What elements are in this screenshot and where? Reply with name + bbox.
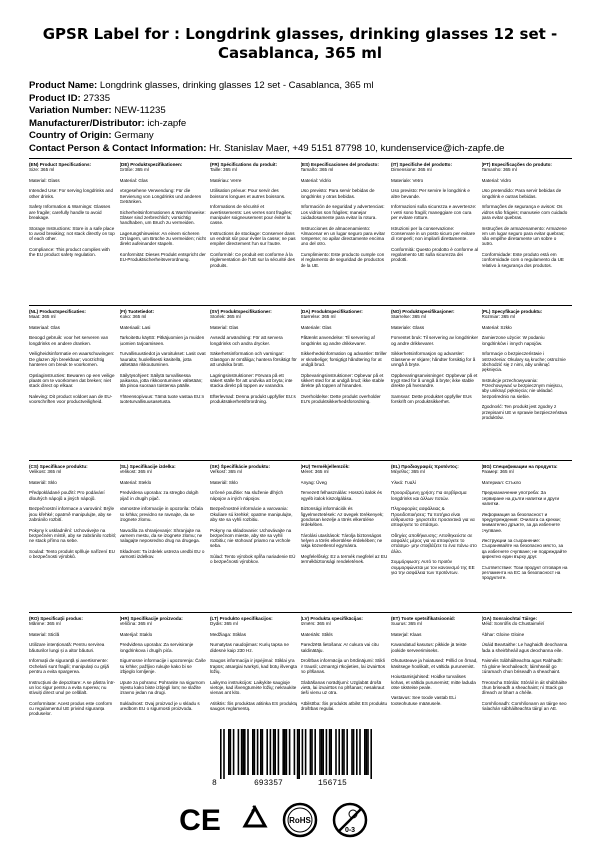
spec-line: Pokyny na skladovanie: Uchovávajte na bezpečnom mieste, aby ste sa vyhli rozbitiu; nie stohovať priamo na vrchole seba.: [210, 527, 292, 549]
spec-line: Instrucciones de almacenamiento: Almacenar en un lugar seguro para evitar romperse; no apilar directamente encima uno del otro.: [300, 225, 386, 247]
barcode-bar: [228, 729, 230, 775]
spec-heading: (RO) Specificații produs:: [29, 616, 83, 621]
spec-line: Efterlevnad: Denna produkt uppfyller EU:s produktsäkerhetsförordning.: [210, 393, 296, 405]
spec-line: Kavandatud kasutus: pikkide jä teiste jookide serveerimiseks.: [391, 642, 467, 653]
spec-line: Intended Use: For serving longdrinks and other drinks.: [29, 188, 114, 199]
spec-block: [120, 464, 211, 581]
spec-line: Safety Information & Warnings: Glasses are fragile; carefully handle to avoid breakage.: [29, 204, 111, 220]
barcode-bar: [257, 729, 259, 775]
barcode-bar: [242, 729, 244, 775]
spec-heading: (NL) Productspecificaties:: [29, 309, 86, 314]
barcode-bars: [220, 729, 372, 779]
spec-line: Tamaño: 365 ml: [300, 167, 334, 173]
spec-line: Drošības informācija un brīdinājumi: Stikli ir trausli; uzmanīgi rīkojieties, lai izvairītos no plīšanas.: [300, 658, 385, 674]
spec-line: Anyag: Üveg: [300, 479, 327, 485]
barcode-bar: [302, 729, 304, 775]
spec-block: [210, 309, 301, 420]
spec-line: Instruções de armazenamento: Armazene em um lugar seguro para evitar quebras; não empilhe diretamente um sobre o outro.: [481, 225, 567, 247]
spec-line: Skladnost: Ta izdelek ustreza uredbi EU o varnosti izdelkov.: [119, 548, 205, 560]
barcode-bar: [282, 729, 284, 775]
spec-line: Predviđena uporaba: Za servisiranje longdrinkova i drugih pića.: [119, 642, 194, 653]
spec-heading: (HU) Termékjellemzők:: [300, 464, 350, 469]
recycle-icon: [245, 806, 265, 826]
barcode-bar: [289, 729, 291, 775]
spec-line: Dimensione: 365 ml: [391, 167, 432, 173]
spec-line: Navodila za shranjevanje: Shranjujte na varnem mestu, da se izognete zlomu; ne nalagajte neposredno drug na drugega.: [119, 527, 203, 544]
spec-block: [120, 162, 211, 268]
spec-line: Größe: 365 ml: [119, 167, 149, 173]
spec-line: Размер: 365 ml: [481, 469, 514, 475]
spec-row-4: [29, 616, 572, 717]
barcode-bar: [356, 729, 358, 775]
spec-line: Material: Steklo: [119, 479, 152, 485]
spec-line: Materiał: Szkło: [481, 324, 512, 330]
spec-heading: (BG) Спецификации на продукта:: [481, 464, 558, 469]
barcode-bar: [244, 729, 246, 775]
info-product-id: Product ID: 27335: [29, 92, 111, 104]
barcode-bar: [254, 729, 256, 775]
spec-line: Určené použitie: Na služenie dlhých nápojov a iných nápojov.: [210, 490, 284, 501]
spec-line: Πληροφορίες ασφάλειας & Προειδοποιήσεις: Τα ποτήρια είναι εύθραυστα· χειριστείτε προσεκτικά για να αποφύγετε το σπάσιμο.: [391, 506, 475, 528]
spec-line: Instrukcje przechowywania: Przechowywać w bezpiecznym miejscu, aby uniknąć pęknięcia; nie układać bezpośrednio na siebie.: [481, 377, 563, 399]
spec-heading: (DE) Produktspezifikationen:: [119, 162, 183, 167]
spec-block: [120, 616, 211, 717]
spec-line: Atbilstība: Šis produkts atbilst ES produktu drošības regulai.: [300, 700, 388, 712]
barcode-bar: [297, 729, 299, 779]
spec-line: Säkerhetsinformation och varningar: Glasögon är ömtåliga; hantera försiktigt för att undvika brott.: [210, 351, 297, 367]
spec-line: Materiál: Sklo: [210, 479, 238, 485]
spec-heading: (DA) Produktspecifikationer:: [300, 309, 363, 314]
barcode-bar: [298, 729, 300, 779]
spec-line: Informations de sécurité et avertissements: Les verres sont fragiles; manipuler soigneusement pour éviter la casse.: [210, 204, 293, 226]
divider: [29, 612, 572, 613]
spec-block: [120, 309, 211, 420]
spec-line: Istruzioni per la conservazione: Conservare in un posto sicuro per evitare di romperli; non impilarli direttamente.: [391, 225, 476, 242]
barcode-bar: [286, 729, 288, 775]
rohs-icon: [284, 804, 316, 836]
barcode-lead-digit: 8: [212, 779, 217, 788]
barcode-bar: [233, 729, 235, 775]
barcode-bar: [260, 729, 262, 775]
barcode-bar: [329, 729, 331, 775]
spec-line: Vastavus: See toode vastab ELi tooteohutuse määrusele.: [391, 695, 456, 706]
spec-line: Storlek: 365 ml: [210, 314, 241, 320]
spec-line: Instrucțiuni de depozitare: A se păstra într-un loc sigur pentru a evita ruperea; nu stivuiți direct unul pe celălalt.: [29, 679, 116, 696]
spec-line: Pokyny k uskladnění: Uchovávejte na bezpečném místě, aby se zabránilo rozbití; ne stack přímo na sebe.: [29, 527, 117, 544]
spec-line: Naleving: Dit product voldoet aan de EU-voorschriften voor productveiligheid.: [29, 393, 113, 405]
spec-line: Zgodność: Ten produkt jest zgodny z przepisami UE w sprawie bezpieczeństwa produktów.: [481, 404, 568, 420]
spec-line: Bezpečnostní informace a varování: Brýle jsou křehké; opatrně manipulujte, aby se zabránilo rozbití.: [29, 506, 115, 522]
spec-line: Materiale: Glas: [300, 324, 332, 330]
spec-row-1: [29, 162, 572, 268]
spec-line: Faisnéis Sábháilteachta agus Rabhadh: Tá gloine leochaileach; láimhseáil go cúramach chun briseadh a sheachaint.: [481, 658, 563, 674]
barcode-left-digits: 693357: [254, 779, 283, 788]
barcode-bar: [241, 729, 243, 775]
ce-mark-icon: [179, 804, 221, 837]
spec-block: [210, 464, 301, 581]
barcode-bar: [273, 729, 275, 775]
divider: [29, 305, 572, 306]
barcode-bar: [311, 729, 313, 775]
spec-line: Materiale: Glass: [391, 324, 425, 330]
barcode-bar: [223, 729, 225, 779]
barcode-bar: [294, 729, 296, 775]
spec-line: Předpokládané použití: Pro podávání dlouhých nápojů a jiných nápojů.: [29, 490, 105, 501]
spec-line: Sikkerhedsinformation og advarsler: Briller er skrøbelige; forsigtigt håndtering for at undgå brud.: [300, 351, 387, 367]
spec-line: Materiaal: Glas: [29, 324, 60, 330]
barcode-bar: [330, 729, 332, 775]
spec-heading: (SK) Špecifikácie produktu:: [210, 464, 270, 469]
spec-block: [29, 162, 120, 268]
spec-line: Lagringsinstruktioner: Förvara på ett säkert ställe för att undvika att bryta; inte stacka direkt på toppen av varandra.: [210, 372, 293, 389]
spec-row-2: [29, 309, 572, 420]
info-contact: Contact Person & Contact Information: Hr. Stanislav Maer, +49 5151 87798 10, kundenservice@ich-zapfe.de: [29, 142, 505, 154]
barcode: [200, 727, 400, 789]
spec-line: Veličina: 365 ml: [119, 621, 152, 627]
barcode-bar: [284, 729, 286, 775]
spec-line: Opbevaringsinstruktioner: Opbevar på et sikkert sted for at undgå brud; ikke stable direkte på toppen af hinanden.: [300, 372, 385, 389]
barcode-bar: [262, 729, 264, 775]
spec-line: Varnostne informacije in opozorila: Očala so krhka; previdno se ravnajte, da se izognete zlomu.: [119, 506, 203, 522]
info-country: Country of Origin: Germany: [29, 130, 154, 142]
barcode-bar: [322, 729, 324, 775]
spec-block: [482, 616, 573, 717]
spec-line: Materiaali: Lasi: [119, 324, 151, 330]
barcode-bar: [278, 729, 280, 775]
spec-line: Samsvar: Dette produktet oppfyller EUs forskrift om produktsikkerhet.: [391, 393, 472, 405]
spec-line: Tamanho: 365 ml: [481, 167, 517, 173]
spec-block: [301, 464, 392, 581]
spec-line: Lagerungshinweise: An einem sicheren Ort lagern, um Brüche zu vermeiden; nicht direkt aufeinander stapeln.: [119, 230, 206, 247]
spec-block: [482, 464, 573, 581]
spec-line: Materjal: Klaas: [391, 631, 422, 637]
spec-line: Forventet bruk: Til servering av longdrinker og andre drikkevarer.: [391, 335, 479, 346]
spec-line: Mărime: 365 ml: [29, 621, 61, 627]
spec-line: Soulad: Tento produkt splňuje nařízení EU o bezpečnosti výrobků.: [29, 548, 115, 560]
spec-line: Cumplimiento: Este producto cumple con el reglamento de seguridad de productos de la UE.: [300, 252, 385, 268]
spec-line: Størrelse: 365 ml: [300, 314, 336, 320]
spec-line: Materiāls: Stikls: [300, 631, 333, 637]
spec-line: Upute za pohranu: Pohranite na sigurnom mjestu kako biste izbjegli lom; ne slažite izravno jedan na drugi.: [119, 679, 205, 696]
spec-line: Méret: 365 ml: [300, 469, 329, 475]
svg-text:CE: CE: [179, 804, 221, 837]
spec-line: Materijal: Staklo: [119, 631, 153, 637]
spec-line: Numatytas naudojimas: Kurių tapsa ne didesnė kaip 230 Hz.: [210, 642, 289, 653]
spec-heading: (ES) Especificaciones del producto:: [300, 162, 379, 167]
spec-heading: (CS) Specifikace produktu:: [29, 464, 88, 469]
spec-line: Informações de segurança e avisos: Os vidros são frágeis; manuseie com cuidado para evitar quebras.: [481, 204, 568, 220]
spec-line: Laikymo instrukcijos: Laikykite saugioje vietoje, kad išvengtumėte lūžių; nekraukite vienas ant kito.: [210, 679, 297, 696]
spec-line: Material: Glas: [210, 324, 239, 330]
spec-block: [29, 309, 120, 420]
spec-line: Ábhar: Gloine Gloine: [481, 631, 525, 637]
barcode-bar: [310, 729, 312, 775]
spec-block: [29, 616, 120, 717]
barcode-bar: [266, 729, 268, 775]
barcode-bar: [366, 729, 368, 775]
spec-line: Predvidena uporaba: za stregbo dolgih pijač in drugih pijač.: [119, 490, 199, 501]
spec-line: Materiale: Vetro: [391, 177, 424, 183]
spec-line: Materiál: Sklo: [29, 479, 57, 485]
spec-line: Información de seguridad y advertencias: Los vidrios son frágiles; manejar cuidadosamente para evitar la rotura.: [300, 204, 385, 220]
spec-line: Zamierzone użycie: W podaniu longdrinków i innych napojów.: [481, 335, 545, 346]
spec-block: [29, 464, 120, 581]
spec-line: Méid: Sonrófis do Chustaiméirí: [481, 621, 545, 627]
spec-line: Dydis: 365 ml: [210, 621, 238, 627]
barcode-bar: [326, 729, 328, 775]
barcode-bar: [353, 729, 355, 775]
spec-line: Sicherheitsinformationen & Warnhinweise: Gläser sind zerbrechlich; vorsichtig handhaben, um Bruch zu vermeiden.: [119, 209, 206, 226]
spec-line: Tarkoitettu käyttö: Pitkäjuomien ja muiden juomien tarjoamiseen.: [119, 335, 205, 346]
spec-line: Beoogd gebruik: voor het serveren van longdrinks en andere dranken.: [29, 335, 109, 346]
spec-block: [210, 162, 301, 268]
spec-line: Saugos informacija ir įspėjimai: Stiklai yra trapūs; atsargiai tvarkyti, kad būtų išvengta lūžių.: [210, 658, 298, 674]
spec-line: Turvallisuustiedot ja varoitukset: Lasit ovat hauraita; huolellisesti käsitellä, jotta vältetään rikkoutuminen.: [119, 351, 206, 367]
spec-line: Материал: Стъкло: [481, 479, 521, 485]
spec-line: Veľkosť: 365 ml: [210, 469, 242, 475]
spec-heading: (PT) Especificações do produto:: [481, 162, 552, 167]
spec-line: Comhlíonadh: Comhlíonann an táirge seo rialachán sábháilteachta táirgí an AE.: [481, 700, 567, 712]
spec-line: Conformitate: Acest produs este conform cu regulamentul UE privind siguranța produselor.: [29, 700, 113, 717]
spec-line: Megfelelőség: Ez a termék megfelel az EU termékbiztonsági rendeletének.: [300, 554, 388, 565]
age-warning-icon: [334, 804, 366, 836]
spec-line: Súlad: Tento výrobok spĺňa nariadenie EÚ o bezpečnosti výrobkov.: [210, 554, 296, 565]
spec-line: Conformità: Questo prodotto è conforme al regolamento UE sulla sicurezza dei prodotti.: [391, 246, 479, 263]
spec-line: Overholdelse: Dette produkt overholder EU's produktsikkerhedsforordning.: [300, 393, 381, 405]
svg-text:0-3: 0-3: [344, 827, 356, 834]
spec-line: Οδηγίες αποθήκευσης: Αποθηκεύστε σε ασφαλές μέρος για να αποφύγετε το σπάσιμο· μην στοιβάζετε το ένα πάνω στο άλλο.: [391, 532, 477, 554]
spec-line: Size: 365 ml: [29, 167, 55, 173]
barcode-bar: [343, 729, 345, 775]
spec-block: [301, 616, 392, 717]
spec-heading: (FR) Spécifications du produit:: [210, 162, 278, 167]
barcode-bar: [346, 729, 348, 775]
spec-line: Tervezett felhasználás: Hosszú italok és egyéb italok kiszolgálása.: [300, 490, 382, 501]
spec-line: Uso pretendido: Para servir bebidas de longdrink e outras bebidas.: [481, 188, 562, 199]
spec-line: Velikost: 365 ml: [29, 469, 62, 475]
label-title: GPSR Label for : Longdrink glasses, drinking glasses 12 set - Casablanca, 365 ml: [42, 25, 558, 62]
spec-line: Υλικό: Γυαλί: [391, 479, 416, 485]
spec-line: Material: Glas: [119, 177, 148, 183]
spec-line: Suurus: 365 ml: [391, 621, 422, 627]
spec-heading: (GA) Sonraíochtaí Táirge:: [481, 616, 538, 621]
spec-line: Информация за безопасност и предупреждения: Очилата са крехки; внимателно дръжте, за да избегнете счупване.: [481, 511, 561, 533]
spec-heading: (FI) Tuotetiedot:: [119, 309, 155, 314]
spec-line: Opslaginstructies: Bewaren op een veilige plaats om te voorkomen dat breken; niet stack direct op elkaar.: [29, 372, 115, 389]
barcode-bar: [314, 729, 316, 775]
barcode-bar: [370, 729, 372, 779]
spec-heading: (EN) Product Specifications:: [29, 162, 92, 167]
spec-line: Material: Sticlă: [29, 631, 60, 637]
spec-line: Sukladnost: Ovaj proizvod je u skladu s uredbom EU o sigurnosti proizvoda.: [119, 700, 200, 712]
spec-block: [482, 309, 573, 420]
barcode-bar: [319, 729, 321, 775]
spec-heading: (PL) Specyfikacje produktu:: [481, 309, 543, 314]
spec-line: Påtænkt anvendelse: Til servering af longdrinks og andre drikkevarer.: [300, 335, 375, 346]
spec-block: [391, 616, 482, 717]
barcode-bar: [335, 729, 337, 775]
spec-line: Conformité: Ce produit est conforme à la réglementation de l'UE sur la sécurité des produits.: [210, 252, 295, 268]
spec-line: Utilisation prévue: Pour servir des boissons longues et autres boissons.: [210, 188, 286, 199]
spec-block: [391, 162, 482, 268]
barcode-bar: [238, 729, 240, 775]
spec-line: Medžiaga: Stiklas: [210, 631, 247, 637]
spec-line: Avsedd användning: För att servera longdrinks och andra drycker.: [210, 335, 283, 346]
product-info: [29, 80, 589, 156]
spec-heading: (NO) Produktspesifikasjoner:: [391, 309, 455, 314]
barcode-bar: [274, 729, 276, 775]
spec-heading: (SL) Specifikacije izdelka:: [119, 464, 176, 469]
spec-line: Utilizare intenționată: Pentru servirea băuturilor lungi și a altor băuturi.: [29, 642, 105, 653]
info-manufacturer: Manufacturer/Distributor: ich-zapfe: [29, 117, 187, 129]
spec-line: Matériau: Verre: [210, 177, 242, 183]
spec-heading: (LT) Produkto specifikacijos:: [210, 616, 273, 621]
spec-line: Informații de siguranță și avertismente: Ochelarii sunt fragili; manipulați cu grijă pentru a evita spargerea.: [29, 658, 109, 674]
barcode-bar: [359, 729, 361, 775]
spec-line: Compliance: This product complies with the EU product safety regulation.: [29, 246, 110, 258]
barcode-bar: [220, 729, 222, 779]
spec-line: Treoracha Stórála: Stóráil in áit shábháilte chun briseadh a sheachaint; ní Stack go díreach ar bharr a chéile.: [481, 679, 567, 696]
spec-line: Uso previsto: Para servir bebidas de longdrinks y otras bebidas.: [300, 188, 375, 199]
spec-line: Informacje o bezpieczeństwie i ostrzeżenia: Okulary są kruche; ostrożnie obchodzić się z nimi, aby uniknąć pęknięcia.: [481, 351, 566, 373]
spec-heading: (EL) Προδιαγραφές προϊόντος:: [391, 464, 459, 469]
svg-text:RoHS: RoHS: [289, 816, 311, 825]
spec-line: Biztonsági információk és figyelmeztetések: Az üvegek törékenyek; gondosan kezelje a törés elkerülése érdekében.: [300, 506, 384, 528]
spec-line: Material: Vidro: [481, 177, 512, 183]
spec-line: Предназначение употреба: За сервиране на дълги напитки и други напитки.: [481, 490, 560, 507]
spec-line: Paredzētā lietošana: Ar cukura vai citu saldinātāju.: [300, 642, 379, 653]
certification-logos: [0, 795, 600, 845]
spec-line: Instructions de stockage: Conserver dans un endroit sûr pour éviter la casse; ne pas empiler directement l'un sur l'autre.: [210, 230, 296, 247]
spec-line: Συμμόρφωση: Αυτό το προϊόν συμμορφώνεται με τον κανονισμό της ΕΕ για την ασφάλεια των προϊόντων.: [391, 559, 475, 575]
barcode-bar: [351, 729, 353, 775]
barcode-right-digits: 156715: [318, 779, 347, 788]
barcode-bar: [230, 729, 232, 775]
spec-block: [391, 464, 482, 581]
spec-line: Veiligheidsinformatie en waarschuwingen: De glazen zijn breekbaar; voorzichtig hanteren om breuk te voorkomen.: [29, 351, 115, 367]
spec-line: Koko: 365 ml: [119, 314, 147, 320]
spec-line: Størrelse: 365 ml: [391, 314, 426, 320]
spec-line: Инструкции за съхранение: Съхранявайте на безопасно място, за да избегнете счупване; не подреждайте директно един върху друг.: [481, 538, 567, 560]
barcode-bar: [305, 729, 307, 775]
spec-line: Konformität: Dieses Produkt entspricht der EU-Produktsicherheitsverordnung.: [119, 252, 206, 263]
spec-line: Hoiustamisjuhised: Hoidke turvalises kohas, et vältida purunemist; mitte laduda otse üksteise peale.: [391, 674, 476, 690]
spec-line: Oppbevaringsanvisninger: Oppbevar på et trygt sted for å unngå å bryte; ikke stable direkte på hverandre.: [391, 372, 478, 389]
divider: [29, 460, 572, 461]
spec-line: Atitiktis: Šis produktas atitinka ES produktų saugos reglamentą.: [210, 700, 298, 712]
spec-line: Rozmiar: 365 ml: [481, 314, 515, 320]
spec-row-3: [29, 464, 572, 581]
info-variation-number: Variation Number: NEW-11235: [29, 105, 166, 117]
spec-line: Storage Instructions: Store in a safe place to avoid breaking; not stack directly on top of each other.: [29, 225, 115, 242]
spec-block: [210, 616, 301, 717]
spec-line: Glabāšanas norādījumi: Uzglabāt drošā vietā, lai izvairītos no plīšanas; nesakraut tieši vienu uz otra.: [300, 679, 385, 696]
spec-line: Yhteensopivuus: Tämä tuote vastaa EU:n tuoteturvallisuusasetusta.: [119, 393, 205, 405]
spec-line: Conformidade: Este produto está em conformidade com o regulamento da UE relativo à segurança dos produtos.: [481, 252, 564, 268]
spec-line: Bezpečnostné informácie a varovania: Okuliare sú krehké; opatrne manipulujte, aby ste sa vyhli rozbitiu.: [210, 506, 293, 522]
divider: [29, 158, 572, 159]
spec-line: Úsáid Beartaithe: Le haghaidh deochanna fada a sheirbheáil agus deochanna eile.: [481, 642, 568, 653]
spec-line: Säilytysohjeet: Säilytä turvallisessa paikassa, jotta rikkoontuminen vältetään; älä pinoa suoraan toistensa päälle.: [119, 372, 203, 389]
spec-line: Ohutusteave ja hoiatused: Prillid on õrnad, käsitsege hoolikalt, et vältida purunemist.: [391, 658, 478, 669]
spec-line: Μέγεθος: 365 ml: [391, 469, 425, 475]
spec-heading: (HR) Specifikacije proizvoda:: [119, 616, 183, 621]
spec-block: [301, 162, 392, 268]
spec-block: [482, 162, 573, 268]
spec-line: Tárolási utasítások: Tárolja biztonságos helyen a törés elkerülése érdekében; ne rakja közvetlenül egymásra.: [300, 532, 383, 549]
barcode-bar: [247, 729, 249, 775]
spec-heading: (LV) Produkta specifikācijas:: [300, 616, 363, 621]
spec-line: Velikost: 365 ml: [119, 469, 152, 475]
spec-line: Taille: 365 ml: [210, 167, 237, 173]
barcode-bar: [338, 729, 340, 775]
barcode-bar: [342, 729, 344, 775]
spec-line: Maat: 365 ml: [29, 314, 56, 320]
barcode-bar: [270, 729, 272, 775]
spec-line: Izmērs: 365 ml: [300, 621, 331, 627]
barcode-bar: [252, 729, 254, 775]
spec-block: [301, 309, 392, 420]
spec-heading: (SV) Produktspecifikationer:: [210, 309, 272, 314]
spec-heading: (ET) Toote spetsifikatsioonid:: [391, 616, 456, 621]
spec-line: Material: Vidrio: [300, 177, 332, 183]
spec-heading: (IT) Specifiche del prodotto:: [391, 162, 452, 167]
spec-line: Съответствие: Този продукт отговаря на регламента на ЕС за безопасност на продуктите.: [481, 564, 568, 581]
barcode-bar: [321, 729, 323, 775]
spec-line: Informazioni sulla sicurezza e avvertenze: I vetri sono fragili; maneggiare con cura per evitare rotture.: [391, 204, 477, 220]
spec-line: Uso previsto: Per servire le longdrink e altre bevande.: [391, 188, 470, 199]
barcode-bar: [367, 729, 369, 775]
barcode-bar: [364, 729, 366, 775]
spec-line: Προοριζόμενη χρήση: Για σερβίρισμα longdrinks και άλλων ποτών.: [391, 490, 467, 501]
info-product-name: Product Name: Longdrink glasses, drinking glasses 12 set - Casablanca, 365 ml: [29, 80, 374, 91]
spec-line: Vorgesehene Verwendung: Für die Servierung von Longdrinks und anderen Getränken.: [119, 188, 202, 205]
spec-line: Material: Glass: [29, 177, 60, 183]
spec-line: Sigurnosne informacije i upozorenja: Čaše su krhke; pažljivo rukujte kako bi se izbjeglo lomljenje.: [119, 658, 206, 674]
spec-block: [391, 309, 482, 420]
spec-line: Sikkerhetsinformasjon og advarsler: Glassene er skjøre; håndter forsiktig for å unngå å bryte.: [391, 351, 476, 367]
